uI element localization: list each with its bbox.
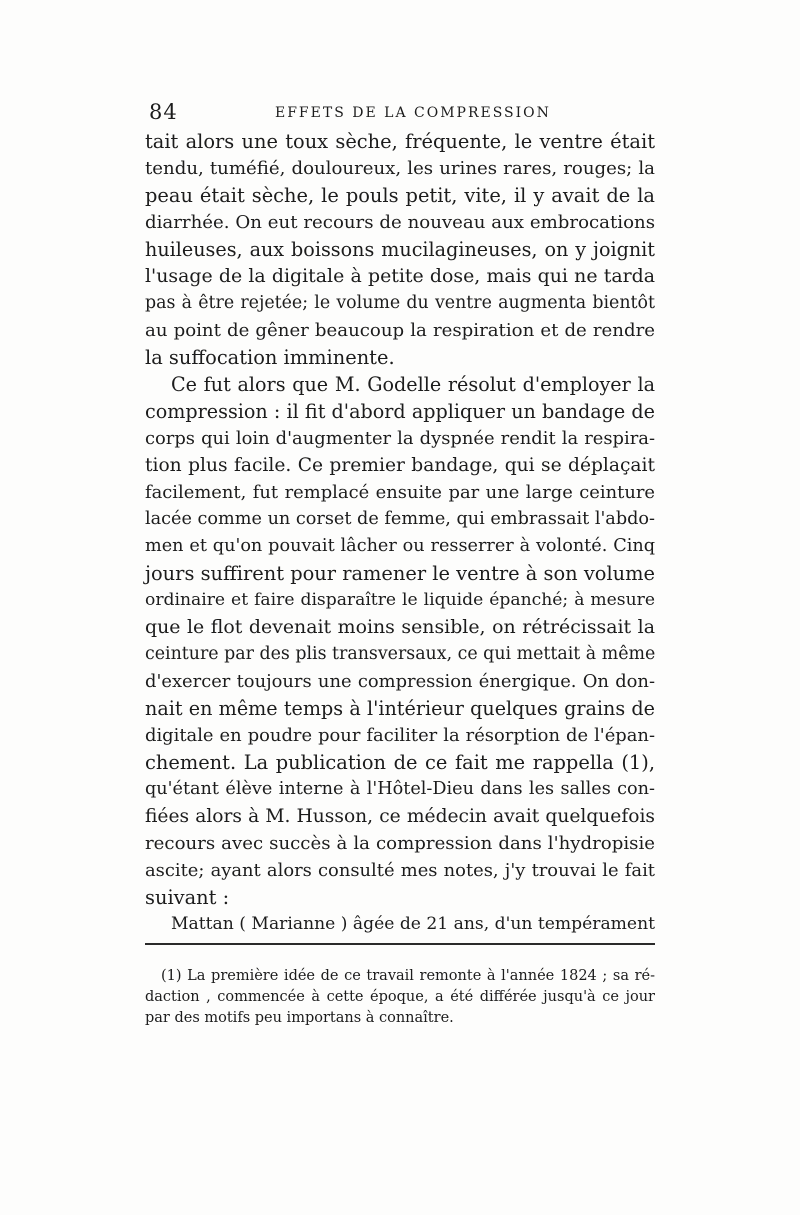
- text-line: digitale en poudre pour faciliter la résorption de l'épan-: [145, 725, 655, 746]
- text-line: recours avec succès à la compression dans l'hydropisie: [145, 833, 655, 854]
- text-line: l'usage de la digitale à petite dose, mais qui ne tarda: [145, 265, 655, 287]
- text-line: lacée comme un corset de femme, qui embrassait l'abdo-: [145, 509, 655, 529]
- text-line: pas à être rejetée; le volume du ventre augmenta bientôt: [145, 293, 655, 313]
- text-line: ceinture par des plis transversaux, ce qui mettait à même: [145, 644, 656, 664]
- text-line: chement. La publication de ce fait me rappella (1),: [145, 751, 655, 774]
- text-line: ascite; ayant alors consulté mes notes, j'y trouvai le fait: [145, 860, 655, 881]
- running-title: EFFETS DE LA COMPRESSION: [275, 105, 551, 121]
- text-line: qu'étant élève interne à l'Hôtel-Dieu dans les salles con-: [145, 779, 655, 799]
- text-line: diarrhée. On eut recours de nouveau aux embrocations: [145, 212, 655, 233]
- text-line: compression : il fit d'abord appliquer un bandage de: [145, 400, 655, 423]
- page-number: 84: [149, 100, 178, 124]
- text-line: ordinaire et faire disparaître le liquide épanché; à mesure: [145, 590, 655, 610]
- footnote-line: daction , commencée à cette époque, a été différée jusqu'à ce jour: [145, 989, 655, 1005]
- footnote-rule: [145, 943, 655, 945]
- text-line: huileuses, aux boissons mucilagineuses, on y joignit: [145, 238, 655, 261]
- footnote-line: (1) La première idée de ce travail remonte à l'année 1824 ; sa ré-: [161, 968, 655, 984]
- text-line: au point de gêner beaucoup la respiration et de rendre: [145, 320, 655, 341]
- text-line: jours suffirent pour ramener le ventre à son volume: [145, 562, 655, 585]
- text-line: men et qu'on pouvait lâcher ou resserrer à volonté. Cinq: [145, 536, 655, 556]
- text-line: peau était sèche, le pouls petit, vite, il y avait de la: [145, 184, 655, 207]
- text-line: tait alors une toux sèche, fréquente, le ventre était: [145, 130, 655, 153]
- body-text: [145, 128, 655, 938]
- text-line: fiées alors à M. Husson, ce médecin avait quelquefois: [145, 806, 655, 827]
- paragraph-start-line: Mattan ( Marianne ) âgée de 21 ans, d'un tempérament: [171, 914, 655, 934]
- text-line: tendu, tuméfié, douloureux, les urines rares, rouges; la: [145, 158, 655, 179]
- text-line: d'exercer toujours une compression énergique. On don-: [145, 671, 655, 692]
- text-line: tion plus facile. Ce premier bandage, qui se déplaçait: [145, 455, 655, 476]
- text-line: que le flot devenait moins sensible, on rétrécissait la: [145, 616, 655, 638]
- paragraph-start-line: Ce fut alors que M. Godelle résolut d'employer la: [171, 373, 655, 396]
- page-header: [145, 100, 655, 126]
- text-line: nait en même temps à l'intérieur quelques grains de: [145, 697, 655, 720]
- text-line: facilement, fut remplacé ensuite par une large ceinture: [145, 482, 655, 503]
- footnote-line: par des motifs peu importans à connaître.: [145, 1010, 454, 1026]
- text-line: corps qui loin d'augmenter la dyspnée rendit la respira-: [145, 428, 655, 449]
- text-line: la suffocation imminente.: [145, 346, 395, 369]
- footnote: [145, 966, 655, 1029]
- text-line: suivant :: [145, 886, 230, 909]
